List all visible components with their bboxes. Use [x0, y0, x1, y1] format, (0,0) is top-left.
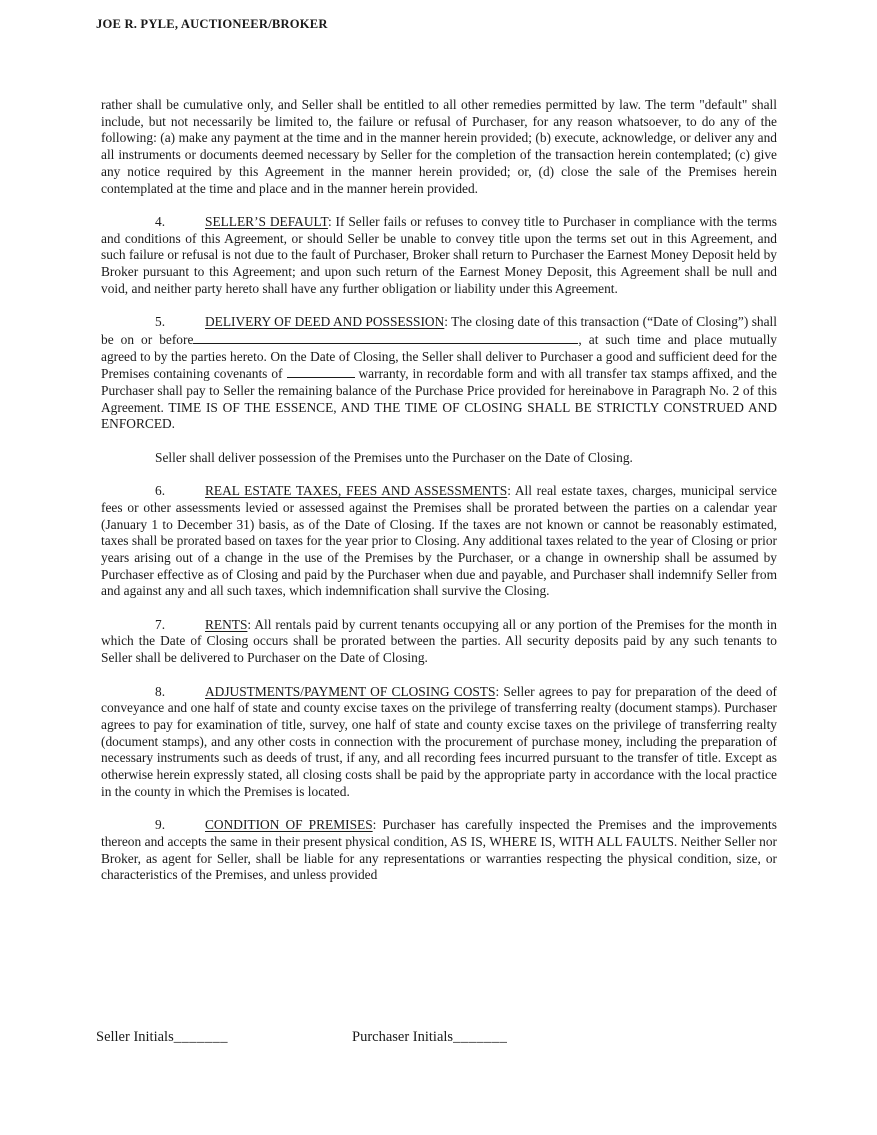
possession-paragraph-text: Seller shall deliver possession of the Premises unto the Purchaser on the Date of Closing. [155, 449, 633, 465]
section-8-number: 8. [155, 683, 166, 699]
intro-paragraph-text: rather shall be cumulative only, and Seller shall be entitled to all other remedies permitted by law. The term "default" shall include, but not necessarily be limited to, the failure or refusal of Purchaser, for any reason whatsoever, to do any of the following: (a) make any payment at the time and in the manner herein provided; (b) execute, acknowledge, or deliver any and all instruments or documents deemed necessary by Seller for the completion of the transaction herein contemplated; (c) give any notice required by this Agreement in the manner herein provided; or, (d) close the sale of the Premises herein contemplated at the time and place and in the manner herein provided. [101, 97, 777, 196]
section-4-body: : If Seller fails or refuses to convey title to Purchaser in compliance with the terms and conditions of this Agreement, or should Seller be unable to convey title upon the terms set out in this Agreement, and such failure or refusal is not due to the fault of Purchaser, Broker shall return to Purchaser the Earnest Money Deposit held by Broker pursuant to this Agreement; and upon such return of the Earnest Money Deposit, this Agreement shall be null and void, and neither party hereto shall have any further obligation or liability under this Agreement. [101, 213, 777, 296]
section-6-number: 6. [155, 483, 166, 499]
section-4-paragraph [101, 214, 777, 298]
purchaser-initials-blank: _______ [453, 1029, 508, 1045]
seller-initials [96, 1029, 228, 1046]
section-5-paragraph [101, 314, 777, 433]
section-9-heading: CONDITION OF PREMISES [205, 817, 373, 833]
section-5-number: 5. [155, 314, 166, 330]
section-6-heading: REAL ESTATE TAXES, FEES AND ASSESSMENTS [205, 483, 508, 499]
section-9-body: : Purchaser has carefully inspected the Premises and the improvements thereon and accepts the same in their present physical condition, AS IS, WHERE IS, WITH ALL FAULTS. Neither Seller nor Broker, as agent for Seller, shall be liable for any representations or warranties respecting the physical condition, size, or characteristics of the Premises, and unless provided [101, 817, 777, 883]
section-6-paragraph [101, 483, 777, 600]
seller-initials-blank: _______ [173, 1029, 228, 1045]
purchaser-initials-label: Purchaser Initials [352, 1029, 454, 1045]
section-7-number: 7. [155, 616, 166, 632]
section-5-body-part1: : The closing date of this transaction (“Date of Closing”) shall be on or before [101, 314, 777, 347]
section-4-number: 4. [155, 213, 166, 229]
section-5-body-part2: , at such time and place mutually agreed to by the parties hereto. On the Date of Closing, the Seller shall deliver to Purchaser a good and sufficient deed for the Premises containing covenants of [101, 331, 777, 382]
section-6-body: : All real estate taxes, charges, municipal service fees or other assessments levied or assessed against the Premises shall be prorated between the parties on a calendar year (January 1 to December 31) basis, as of the Date of Closing. If the taxes are not known or cannot be reasonably estimated, taxes shall be prorated based on taxes for the year prior to Closing. Any additional taxes related to the year of Closing or prior years arising out of a change in the use of the Premises by the Purchaser, or a change in ownership shall be assumed by Purchaser effective as of Closing and paid by the Purchaser when due and payable, and Purchaser shall indemnify Seller from and against any and all such taxes, which indemnification shall survive the Closing. [101, 483, 777, 599]
section-9-paragraph [101, 817, 777, 884]
purchaser-initials [352, 1029, 507, 1046]
section-9-number: 9. [155, 817, 166, 833]
section-8-heading: ADJUSTMENTS/PAYMENT OF CLOSING COSTS [205, 683, 496, 699]
document-header: JOE R. PYLE, AUCTIONEER/BROKER [96, 17, 328, 31]
intro-paragraph [101, 97, 777, 197]
section-7-body: : All rentals paid by current tenants occupying all or any portion of the Premises for the month in which the Date of Closing occurs shall be prorated between the parties. All security deposits paid by any such tenants to Seller shall be delivered to Purchaser on the Date of Closing. [101, 616, 777, 666]
section-4-heading: SELLER’S DEFAULT [205, 213, 328, 229]
section-5-body-part3: warranty, in recordable form and with all transfer tax stamps affixed, and the Purchaser shall pay to Seller the remaining balance of the Purchase Price provided for hereinabove in Paragraph No. 2 of this Agreement. TIME IS OF THE ESSENCE, AND THE TIME OF CLOSING SHALL BE STRICTLY CONSTRUED AND ENFORCED. [101, 366, 777, 432]
warranty-type-fill-in-blank [287, 365, 355, 378]
section-8-paragraph [101, 684, 777, 801]
section-7-paragraph [101, 617, 777, 667]
possession-paragraph [101, 450, 777, 467]
section-5-heading: DELIVERY OF DEED AND POSSESSION [205, 314, 445, 330]
section-8-body: : Seller agrees to pay for preparation of the deed of conveyance and one half of state and county excise taxes on the privilege of transferring realty (document stamps). Purchaser agrees to pay for examination of title, survey, one half of state and county excise taxes on the privilege of transferring realty (document stamps), and any other costs in connection with the procurement of purchase money, including the preparation of necessary instruments such as deeds of trust, if any, and all recording fees incurred pursuant to the transfer of title. Except as otherwise herein expressly stated, all closing costs shall be paid by the appropriate party in accordance with the local practice in the county in which the Premises is located. [101, 683, 777, 799]
closing-date-fill-in-blank [193, 331, 578, 344]
section-7-heading: RENTS [205, 616, 248, 632]
seller-initials-label: Seller Initials [96, 1029, 174, 1045]
document-body [101, 97, 777, 901]
